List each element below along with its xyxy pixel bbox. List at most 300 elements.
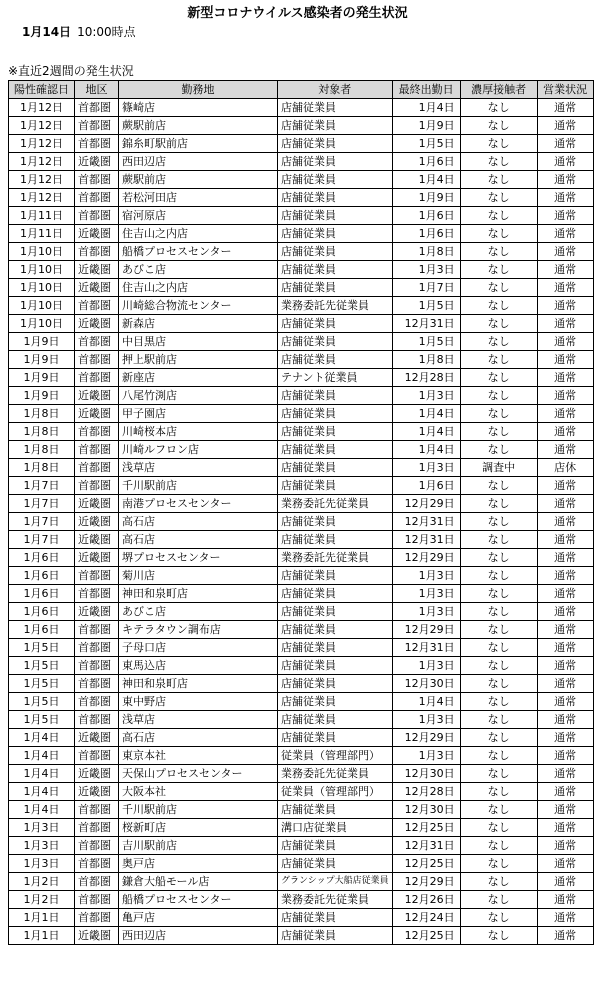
cell-region: 首都圏	[75, 585, 119, 603]
cell-region: 首都圏	[75, 135, 119, 153]
cell-workplace: 船橋プロセスセンター	[119, 891, 278, 909]
column-header-last-workday: 最終出勤日	[392, 81, 460, 99]
cell-subject: 溝口店従業員	[278, 819, 393, 837]
cell-last-workday: 12月31日	[392, 837, 460, 855]
cell-workplace: 浅草店	[119, 459, 278, 477]
cell-region: 首都圏	[75, 189, 119, 207]
cell-last-workday: 12月29日	[392, 873, 460, 891]
cell-subject: 店舗従業員	[278, 693, 393, 711]
cell-business-status: 通常	[537, 477, 593, 495]
cell-workplace: 桜新町店	[119, 819, 278, 837]
cell-last-workday: 1月4日	[392, 693, 460, 711]
table-row	[9, 405, 594, 423]
cell-confirmed-date: 1月9日	[9, 387, 75, 405]
cases-table	[8, 80, 594, 945]
page-title: 新型コロナウイルス感染者の発生状況	[187, 6, 408, 21]
cell-last-workday: 12月31日	[392, 531, 460, 549]
table-row	[9, 855, 594, 873]
table-row	[9, 567, 594, 585]
cell-last-workday: 12月26日	[392, 891, 460, 909]
cell-confirmed-date: 1月8日	[9, 459, 75, 477]
cell-workplace: 天保山プロセスセンター	[119, 765, 278, 783]
cell-business-status: 通常	[537, 621, 593, 639]
cell-close-contacts: なし	[460, 495, 537, 513]
cell-close-contacts: なし	[460, 171, 537, 189]
cell-confirmed-date: 1月12日	[9, 153, 75, 171]
cell-subject: 店舗従業員	[278, 801, 393, 819]
cell-workplace: 菊川店	[119, 567, 278, 585]
report-time: 10:00時点	[77, 25, 136, 39]
cell-region: 首都圏	[75, 621, 119, 639]
cell-region: 首都圏	[75, 837, 119, 855]
cell-subject: 店舗従業員	[278, 171, 393, 189]
cell-business-status: 通常	[537, 675, 593, 693]
cell-business-status: 通常	[537, 531, 593, 549]
cell-subject: 店舗従業員	[278, 279, 393, 297]
cell-close-contacts: なし	[460, 549, 537, 567]
table-row	[9, 189, 594, 207]
cell-confirmed-date: 1月12日	[9, 99, 75, 117]
table-row	[9, 783, 594, 801]
cell-region: 首都圏	[75, 351, 119, 369]
cell-confirmed-date: 1月2日	[9, 873, 75, 891]
cell-region: 首都圏	[75, 909, 119, 927]
cell-region: 近畿圏	[75, 279, 119, 297]
cell-last-workday: 12月29日	[392, 729, 460, 747]
cell-subject: 店舗従業員	[278, 351, 393, 369]
cell-business-status: 通常	[537, 423, 593, 441]
cell-business-status: 通常	[537, 351, 593, 369]
cell-business-status: 通常	[537, 549, 593, 567]
cell-region: 近畿圏	[75, 531, 119, 549]
cell-subject: 店舗従業員	[278, 261, 393, 279]
cell-confirmed-date: 1月3日	[9, 819, 75, 837]
table-row	[9, 801, 594, 819]
cell-subject: 店舗従業員	[278, 243, 393, 261]
cell-close-contacts: なし	[460, 801, 537, 819]
cell-last-workday: 1月3日	[392, 261, 460, 279]
cell-last-workday: 12月29日	[392, 549, 460, 567]
cell-close-contacts: なし	[460, 333, 537, 351]
cell-subject: 店舗従業員	[278, 855, 393, 873]
cell-workplace: 高石店	[119, 729, 278, 747]
cell-last-workday: 1月7日	[392, 279, 460, 297]
cell-workplace: 子母口店	[119, 639, 278, 657]
cell-business-status: 通常	[537, 603, 593, 621]
cell-subject: 店舗従業員	[278, 909, 393, 927]
cell-last-workday: 12月30日	[392, 801, 460, 819]
cell-workplace: 南港プロセスセンター	[119, 495, 278, 513]
cell-workplace: 東馬込店	[119, 657, 278, 675]
cell-close-contacts: なし	[460, 423, 537, 441]
cell-subject: 店舗従業員	[278, 315, 393, 333]
cell-region: 近畿圏	[75, 315, 119, 333]
cell-subject: 業務委託先従業員	[278, 891, 393, 909]
cell-region: 近畿圏	[75, 549, 119, 567]
cell-close-contacts: なし	[460, 711, 537, 729]
cell-last-workday: 1月4日	[392, 99, 460, 117]
table-row	[9, 297, 594, 315]
cell-workplace: 奥戸店	[119, 855, 278, 873]
cell-subject: 店舗従業員	[278, 225, 393, 243]
cell-subject: 店舗従業員	[278, 117, 393, 135]
cell-business-status: 通常	[537, 711, 593, 729]
cell-subject: 店舗従業員	[278, 927, 393, 945]
table-row	[9, 261, 594, 279]
cell-workplace: 神田和泉町店	[119, 675, 278, 693]
table-row	[9, 531, 594, 549]
cell-close-contacts: なし	[460, 153, 537, 171]
cell-business-status: 通常	[537, 153, 593, 171]
cell-workplace: 吉川駅前店	[119, 837, 278, 855]
cell-workplace: 堺プロセスセンター	[119, 549, 278, 567]
cell-close-contacts: なし	[460, 279, 537, 297]
cell-close-contacts: なし	[460, 513, 537, 531]
cell-confirmed-date: 1月6日	[9, 621, 75, 639]
table-row	[9, 99, 594, 117]
cell-last-workday: 1月9日	[392, 189, 460, 207]
table-row	[9, 117, 594, 135]
cell-subject: 業務委託先従業員	[278, 765, 393, 783]
cell-workplace: 蕨駅前店	[119, 117, 278, 135]
cell-close-contacts: なし	[460, 351, 537, 369]
cell-close-contacts: なし	[460, 837, 537, 855]
cell-last-workday: 12月29日	[392, 621, 460, 639]
cell-region: 首都圏	[75, 693, 119, 711]
table-row	[9, 747, 594, 765]
cell-subject: 店舗従業員	[278, 711, 393, 729]
column-header-subject: 対象者	[278, 81, 393, 99]
cell-region: 近畿圏	[75, 513, 119, 531]
cell-workplace: 船橋プロセスセンター	[119, 243, 278, 261]
table-row	[9, 657, 594, 675]
cell-business-status: 通常	[537, 135, 593, 153]
table-row	[9, 765, 594, 783]
cell-workplace: 蕨駅前店	[119, 171, 278, 189]
cell-last-workday: 1月5日	[392, 333, 460, 351]
cell-business-status: 通常	[537, 819, 593, 837]
table-row	[9, 927, 594, 945]
cell-business-status: 通常	[537, 261, 593, 279]
cell-close-contacts: なし	[460, 441, 537, 459]
cell-last-workday: 1月4日	[392, 441, 460, 459]
cell-workplace: 篠崎店	[119, 99, 278, 117]
cell-region: 首都圏	[75, 423, 119, 441]
table-row	[9, 441, 594, 459]
cell-business-status: 通常	[537, 765, 593, 783]
cell-last-workday: 12月25日	[392, 855, 460, 873]
cell-last-workday: 12月29日	[392, 495, 460, 513]
cell-confirmed-date: 1月5日	[9, 711, 75, 729]
cell-region: 近畿圏	[75, 261, 119, 279]
cell-confirmed-date: 1月5日	[9, 693, 75, 711]
cell-last-workday: 1月4日	[392, 171, 460, 189]
cell-last-workday: 1月8日	[392, 351, 460, 369]
cell-last-workday: 1月5日	[392, 135, 460, 153]
cell-confirmed-date: 1月10日	[9, 279, 75, 297]
cell-workplace: 千川駅前店	[119, 477, 278, 495]
cell-confirmed-date: 1月7日	[9, 477, 75, 495]
cell-business-status: 通常	[537, 567, 593, 585]
cell-business-status: 通常	[537, 243, 593, 261]
cell-close-contacts: なし	[460, 225, 537, 243]
cell-confirmed-date: 1月11日	[9, 207, 75, 225]
cell-workplace: 川崎桜本店	[119, 423, 278, 441]
cell-workplace: 東中野店	[119, 693, 278, 711]
cell-confirmed-date: 1月10日	[9, 243, 75, 261]
cell-business-status: 通常	[537, 441, 593, 459]
cell-last-workday: 12月30日	[392, 765, 460, 783]
cell-region: 首都圏	[75, 297, 119, 315]
cell-business-status: 通常	[537, 279, 593, 297]
cell-workplace: 東京本社	[119, 747, 278, 765]
cell-confirmed-date: 1月7日	[9, 531, 75, 549]
cell-last-workday: 12月25日	[392, 819, 460, 837]
table-header-row	[9, 81, 594, 99]
table-row	[9, 387, 594, 405]
cell-subject: 店舗従業員	[278, 441, 393, 459]
table-row	[9, 315, 594, 333]
cell-workplace: 神田和泉町店	[119, 585, 278, 603]
cell-subject: 店舗従業員	[278, 423, 393, 441]
table-row	[9, 243, 594, 261]
cell-workplace: 川崎ルフロン店	[119, 441, 278, 459]
table-row	[9, 351, 594, 369]
cell-confirmed-date: 1月3日	[9, 855, 75, 873]
cell-close-contacts: なし	[460, 765, 537, 783]
cell-workplace: キテラタウン調布店	[119, 621, 278, 639]
cell-business-status: 店休	[537, 459, 593, 477]
cell-confirmed-date: 1月6日	[9, 567, 75, 585]
cell-subject: 店舗従業員	[278, 189, 393, 207]
cell-close-contacts: なし	[460, 189, 537, 207]
cell-business-status: 通常	[537, 117, 593, 135]
cell-last-workday: 1月6日	[392, 207, 460, 225]
cell-workplace: 川崎総合物流センター	[119, 297, 278, 315]
cell-confirmed-date: 1月4日	[9, 729, 75, 747]
cell-workplace: 新座店	[119, 369, 278, 387]
cell-confirmed-date: 1月10日	[9, 297, 75, 315]
cell-confirmed-date: 1月12日	[9, 171, 75, 189]
cell-subject: 従業員（管理部門）	[278, 783, 393, 801]
cell-region: 近畿圏	[75, 153, 119, 171]
cell-close-contacts: なし	[460, 675, 537, 693]
cell-business-status: 通常	[537, 693, 593, 711]
cell-close-contacts: なし	[460, 927, 537, 945]
cell-last-workday: 1月4日	[392, 423, 460, 441]
cell-close-contacts: なし	[460, 891, 537, 909]
cell-confirmed-date: 1月5日	[9, 639, 75, 657]
table-row	[9, 513, 594, 531]
cell-workplace: 浅草店	[119, 711, 278, 729]
cell-close-contacts: なし	[460, 873, 537, 891]
cell-region: 首都圏	[75, 243, 119, 261]
cell-confirmed-date: 1月6日	[9, 549, 75, 567]
cell-region: 近畿圏	[75, 495, 119, 513]
cell-confirmed-date: 1月10日	[9, 315, 75, 333]
table-row	[9, 423, 594, 441]
cell-subject: 店舗従業員	[278, 333, 393, 351]
cell-close-contacts: 調査中	[460, 459, 537, 477]
cell-close-contacts: なし	[460, 135, 537, 153]
cell-close-contacts: なし	[460, 243, 537, 261]
cell-last-workday: 1月8日	[392, 243, 460, 261]
cell-last-workday: 1月4日	[392, 405, 460, 423]
cell-confirmed-date: 1月7日	[9, 495, 75, 513]
cell-subject: 店舗従業員	[278, 207, 393, 225]
cell-close-contacts: なし	[460, 783, 537, 801]
cell-subject: 店舗従業員	[278, 621, 393, 639]
cell-region: 近畿圏	[75, 729, 119, 747]
cell-business-status: 通常	[537, 405, 593, 423]
table-row	[9, 495, 594, 513]
table-row	[9, 819, 594, 837]
cell-region: 首都圏	[75, 819, 119, 837]
cell-last-workday: 12月28日	[392, 369, 460, 387]
cell-last-workday: 12月31日	[392, 315, 460, 333]
cell-last-workday: 12月25日	[392, 927, 460, 945]
cell-region: 首都圏	[75, 477, 119, 495]
cell-workplace: 若松河田店	[119, 189, 278, 207]
cell-subject: テナント従業員	[278, 369, 393, 387]
cell-last-workday: 1月3日	[392, 657, 460, 675]
table-row	[9, 477, 594, 495]
cell-subject: 業務委託先従業員	[278, 297, 393, 315]
cell-region: 首都圏	[75, 117, 119, 135]
cell-business-status: 通常	[537, 333, 593, 351]
cell-workplace: 西田辺店	[119, 927, 278, 945]
cell-region: 近畿圏	[75, 603, 119, 621]
cell-confirmed-date: 1月4日	[9, 747, 75, 765]
table-row	[9, 711, 594, 729]
cell-workplace: 住吉山之内店	[119, 225, 278, 243]
cell-subject: 店舗従業員	[278, 513, 393, 531]
cell-subject: 店舗従業員	[278, 639, 393, 657]
cell-close-contacts: なし	[460, 603, 537, 621]
cell-confirmed-date: 1月12日	[9, 135, 75, 153]
cell-region: 近畿圏	[75, 927, 119, 945]
cell-close-contacts: なし	[460, 207, 537, 225]
cell-close-contacts: なし	[460, 819, 537, 837]
cell-subject: 業務委託先従業員	[278, 549, 393, 567]
cell-region: 首都圏	[75, 873, 119, 891]
cell-business-status: 通常	[537, 801, 593, 819]
column-header-close-contacts: 濃厚接触者	[460, 81, 537, 99]
cell-workplace: 新森店	[119, 315, 278, 333]
cell-last-workday: 1月3日	[392, 387, 460, 405]
cell-confirmed-date: 1月8日	[9, 441, 75, 459]
cell-close-contacts: なし	[460, 585, 537, 603]
cell-close-contacts: なし	[460, 297, 537, 315]
cell-subject: 店舗従業員	[278, 405, 393, 423]
cell-close-contacts: なし	[460, 117, 537, 135]
cell-region: 首都圏	[75, 855, 119, 873]
cell-confirmed-date: 1月11日	[9, 225, 75, 243]
column-header-region: 地区	[75, 81, 119, 99]
cell-business-status: 通常	[537, 909, 593, 927]
cell-last-workday: 12月28日	[392, 783, 460, 801]
cell-close-contacts: なし	[460, 369, 537, 387]
cell-confirmed-date: 1月2日	[9, 891, 75, 909]
cell-workplace: 千川駅前店	[119, 801, 278, 819]
cell-business-status: 通常	[537, 729, 593, 747]
cell-subject: 店舗従業員	[278, 657, 393, 675]
cell-workplace: あびこ店	[119, 261, 278, 279]
cell-close-contacts: なし	[460, 315, 537, 333]
cell-workplace: 大阪本社	[119, 783, 278, 801]
cell-last-workday: 1月9日	[392, 117, 460, 135]
cell-close-contacts: なし	[460, 855, 537, 873]
cell-region: 近畿圏	[75, 783, 119, 801]
table-row	[9, 873, 594, 891]
cell-close-contacts: なし	[460, 567, 537, 585]
cell-region: 首都圏	[75, 657, 119, 675]
cell-close-contacts: なし	[460, 729, 537, 747]
cell-confirmed-date: 1月1日	[9, 927, 75, 945]
column-header-workplace: 勤務地	[119, 81, 278, 99]
cell-region: 首都圏	[75, 441, 119, 459]
cell-workplace: 押上駅前店	[119, 351, 278, 369]
cell-region: 首都圏	[75, 891, 119, 909]
cell-last-workday: 1月3日	[392, 585, 460, 603]
cell-business-status: 通常	[537, 585, 593, 603]
cell-last-workday: 1月6日	[392, 477, 460, 495]
cell-subject: 店舗従業員	[278, 387, 393, 405]
cell-region: 首都圏	[75, 711, 119, 729]
cell-business-status: 通常	[537, 495, 593, 513]
report-date: 1月14日	[22, 25, 72, 39]
cell-subject: グランシップ大船店従業員	[278, 873, 393, 891]
cell-last-workday: 1月5日	[392, 297, 460, 315]
cell-confirmed-date: 1月12日	[9, 189, 75, 207]
report-dateline	[22, 23, 136, 40]
cell-last-workday: 1月3日	[392, 567, 460, 585]
cell-confirmed-date: 1月4日	[9, 765, 75, 783]
cell-business-status: 通常	[537, 189, 593, 207]
cell-region: 首都圏	[75, 171, 119, 189]
table-row	[9, 729, 594, 747]
table-row	[9, 459, 594, 477]
table-row	[9, 909, 594, 927]
cell-business-status: 通常	[537, 207, 593, 225]
period-note: ※直近2週間の発生状況	[8, 64, 134, 78]
cell-subject: 店舗従業員	[278, 729, 393, 747]
cell-close-contacts: なし	[460, 621, 537, 639]
cell-workplace: 錦糸町駅前店	[119, 135, 278, 153]
cell-close-contacts: なし	[460, 405, 537, 423]
cell-business-status: 通常	[537, 747, 593, 765]
cell-workplace: 高石店	[119, 513, 278, 531]
cell-close-contacts: なし	[460, 909, 537, 927]
cell-region: 近畿圏	[75, 387, 119, 405]
cell-workplace: 亀戸店	[119, 909, 278, 927]
cell-business-status: 通常	[537, 171, 593, 189]
cell-confirmed-date: 1月3日	[9, 837, 75, 855]
cell-region: 首都圏	[75, 567, 119, 585]
cell-last-workday: 12月31日	[392, 639, 460, 657]
cell-confirmed-date: 1月6日	[9, 603, 75, 621]
cell-business-status: 通常	[537, 873, 593, 891]
cell-last-workday: 1月3日	[392, 711, 460, 729]
table-row	[9, 207, 594, 225]
cell-region: 近畿圏	[75, 405, 119, 423]
table-row	[9, 369, 594, 387]
cell-business-status: 通常	[537, 855, 593, 873]
cell-confirmed-date: 1月8日	[9, 405, 75, 423]
cell-region: 首都圏	[75, 99, 119, 117]
table-row	[9, 585, 594, 603]
cell-close-contacts: なし	[460, 693, 537, 711]
